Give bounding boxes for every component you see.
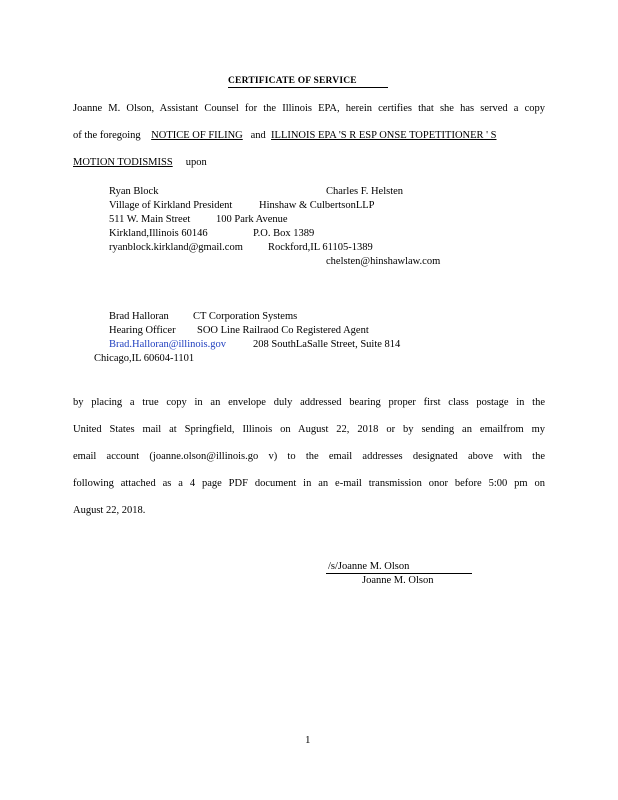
recipient-helsten-name: Charles F. Helsten — [326, 186, 404, 197]
recipient-helsten-email: chelsten@hinshawlaw.com — [326, 256, 441, 267]
body-line-5: August 22, 2018. — [73, 505, 146, 516]
intro-line-3 — [73, 157, 207, 168]
body-line-4: following attached as a 4 page PDF document in an e-mail transmission onor before 5:00 pm on — [73, 478, 545, 489]
recipient-block-org: Village of Kirkland President — [109, 200, 233, 211]
page-number: 1 — [305, 734, 311, 746]
response-title: ILLINOIS EPA 'S R ESP ONSE TOPETITIONER ' S — [271, 130, 497, 141]
title-underline — [228, 87, 388, 88]
recipient-halloran-city: Chicago,IL 60604-1101 — [94, 353, 195, 364]
body-line-3: email account (joanne.olson@illinois.go v) to the email addresses designated above with the — [73, 451, 545, 462]
recipient-block-street: 511 W. Main Street — [109, 214, 191, 225]
recipient-block-ryan-block-name: Ryan Block — [109, 186, 159, 197]
intro-foregoing: of the foregoing — [73, 130, 141, 141]
intro-upon: upon — [185, 157, 207, 168]
intro-and: and — [250, 130, 266, 141]
body-line-1: by placing a true copy in an envelope duly addressed bearing proper first class postage in the — [73, 397, 545, 408]
document-title: CERTIFICATE OF SERVICE — [228, 76, 357, 86]
recipient-halloran-title: Hearing Officer — [109, 325, 176, 336]
recipient-helsten-city: Rockford,IL 61105-1389 — [268, 242, 373, 253]
recipient-ct-corp-name: CT Corporation Systems — [193, 311, 298, 322]
recipient-halloran-email-link[interactable]: Brad.Halloran@illinois.gov — [109, 339, 226, 350]
recipient-helsten-org: Hinshaw & CulbertsonLLP — [259, 200, 375, 211]
intro-line-1: Joanne M. Olson, Assistant Counsel for the Illinois EPA, herein certifies that she has served a copy — [73, 103, 545, 114]
recipient-block-email: ryanblock.kirkland@gmail.com — [109, 242, 243, 253]
recipient-helsten-pobox: P.O. Box 1389 — [253, 228, 315, 239]
recipient-helsten-street: 100 Park Avenue — [216, 214, 288, 225]
motion-to-dismiss: MOTION TODISMISS — [73, 157, 173, 168]
signature-printed-name: Joanne M. Olson — [362, 575, 434, 586]
signature-signed: /s/Joanne M. Olson — [328, 561, 410, 572]
body-line-2: United States mail at Springfield, Illinois on August 22, 2018 or by sending an emailfrom my — [73, 424, 545, 435]
recipient-ct-corp-org: SOO Line Railraod Co Registered Agent — [197, 325, 369, 336]
signature-line — [326, 573, 472, 574]
intro-line-2 — [73, 130, 497, 141]
recipient-halloran-name: Brad Halloran — [109, 311, 169, 322]
notice-of-filing: NOTICE OF FILING — [151, 130, 243, 141]
recipient-ct-corp-street: 208 SouthLaSalle Street, Suite 814 — [253, 339, 401, 350]
recipient-block-city: Kirkland,Illinois 60146 — [109, 228, 208, 239]
